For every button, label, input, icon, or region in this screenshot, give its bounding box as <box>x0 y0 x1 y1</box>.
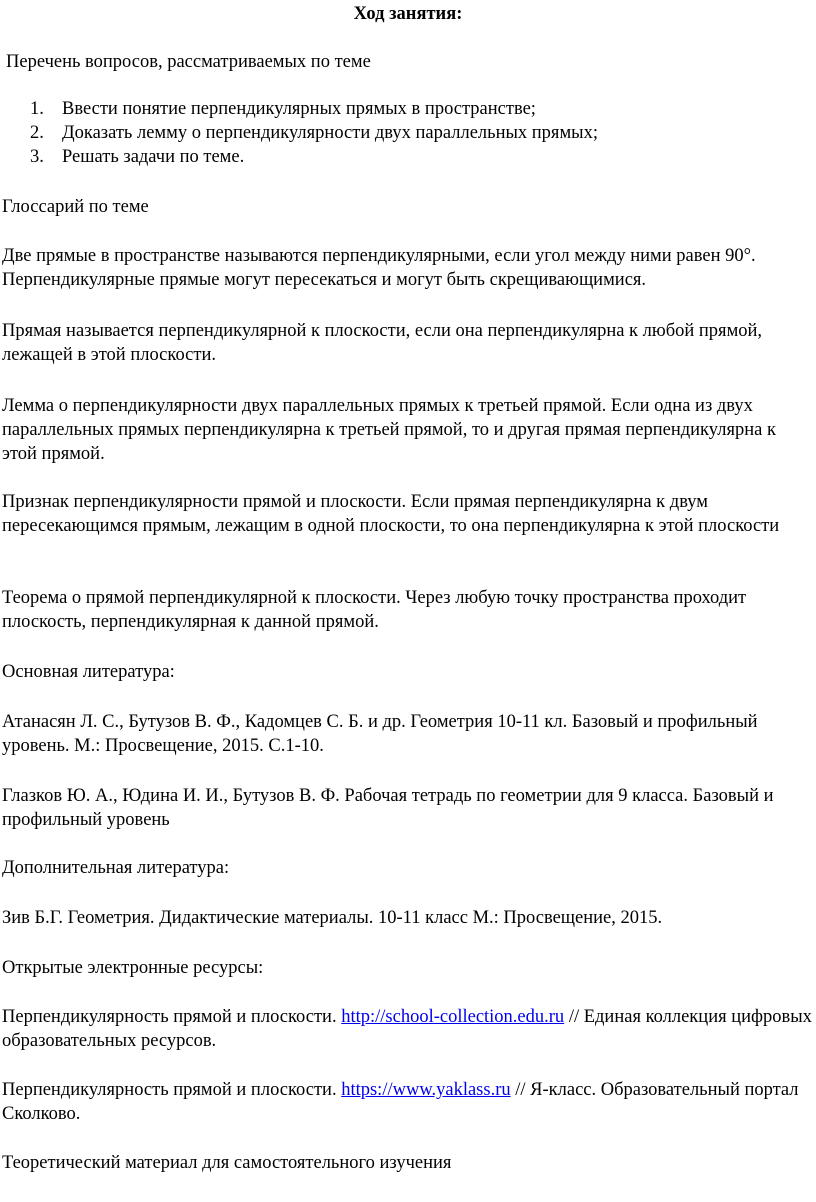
resources-heading: Открытые электронные ресурсы: <box>2 958 264 978</box>
glossary-heading: Глоссарий по теме <box>2 197 149 217</box>
page-title: Ход занятия: <box>353 4 463 24</box>
list-item <box>0 97 598 121</box>
glossary-definition-perpendicular-lines: Две прямые в пространстве называются перпендикулярными, если угол между ними равен 90°. Перпендикулярные прямые могут пересекаться и могут быть скрещивающимися. <box>2 246 756 290</box>
main-literature-ref-1: Атанасян Л. С., Бутузов В. Ф., Кадомцев С. Б. и др. Геометрия 10-11 кл. Базовый и профильный уровень. М.: Просвещение, 2015. С.1-10. <box>2 712 758 756</box>
list-item-number: 3. <box>30 147 44 167</box>
list-item <box>0 145 598 169</box>
questions-heading: Перечень вопросов, рассматриваемых по теме <box>6 52 371 72</box>
resource-item-1 <box>2 1005 814 1053</box>
resource-item-2 <box>2 1078 814 1126</box>
glossary-definition-line-plane: Прямая называется перпендикулярной к плоскости, если она перпендикулярна к любой прямой, лежащей в этой плоскости. <box>2 321 763 365</box>
list-item-text: Ввести понятие перпендикулярных прямых в пространстве; <box>62 99 536 119</box>
list-item-number: 2. <box>30 123 44 143</box>
main-literature-ref-2: Глазков Ю. А., Юдина И. И., Бутузов В. Ф. Рабочая тетрадь по геометрии для 9 класса. Базовый и профильный уровень <box>2 786 774 830</box>
resource-description: // Я-класс. Образовательный портал Сколково. <box>2 1080 799 1124</box>
glossary-lemma: Лемма о перпендикулярности двух параллельных прямых к третьей прямой. Если одна из двух параллельных прямых перпендикулярна к третьей прямой, то и другая прямая перпендикулярна к этой прямой. <box>2 396 776 464</box>
extra-literature-heading: Дополнительная литература: <box>2 858 230 878</box>
list-item-text: Доказать лемму о перпендикулярности двух параллельных прямых; <box>62 123 598 143</box>
yaklass-link[interactable]: https://www.yaklass.ru <box>341 1080 511 1100</box>
list-item <box>0 121 598 145</box>
school-collection-link[interactable]: http://school-collection.edu.ru <box>341 1007 565 1027</box>
extra-literature-ref-1: Зив Б.Г. Геометрия. Дидактические материалы. 10-11 класс М.: Просвещение, 2015. <box>2 908 663 928</box>
glossary-theorem: Теорема о прямой перпендикулярной к плоскости. Через любую точку пространства проходит плоскость, перпендикулярная к данной прямой. <box>2 588 747 632</box>
questions-list <box>0 97 598 169</box>
theory-heading: Теоретический материал для самостоятельного изучения <box>2 1153 452 1173</box>
resource-title: Перпендикулярность прямой и плоскости. <box>2 1080 342 1100</box>
list-item-number: 1. <box>30 99 44 119</box>
main-literature-heading: Основная литература: <box>2 662 175 682</box>
glossary-criterion: Признак перпендикулярности прямой и плоскости. Если прямая перпендикулярна к двум пересекающимся прямым, лежащим в одной плоскости, то она перпендикулярна к этой плоскости <box>2 492 780 536</box>
resource-title: Перпендикулярность прямой и плоскости. <box>2 1007 342 1027</box>
resource-description: // Единая коллекция цифровых образовательных ресурсов. <box>2 1007 812 1051</box>
list-item-text: Решать задачи по теме. <box>62 147 245 167</box>
